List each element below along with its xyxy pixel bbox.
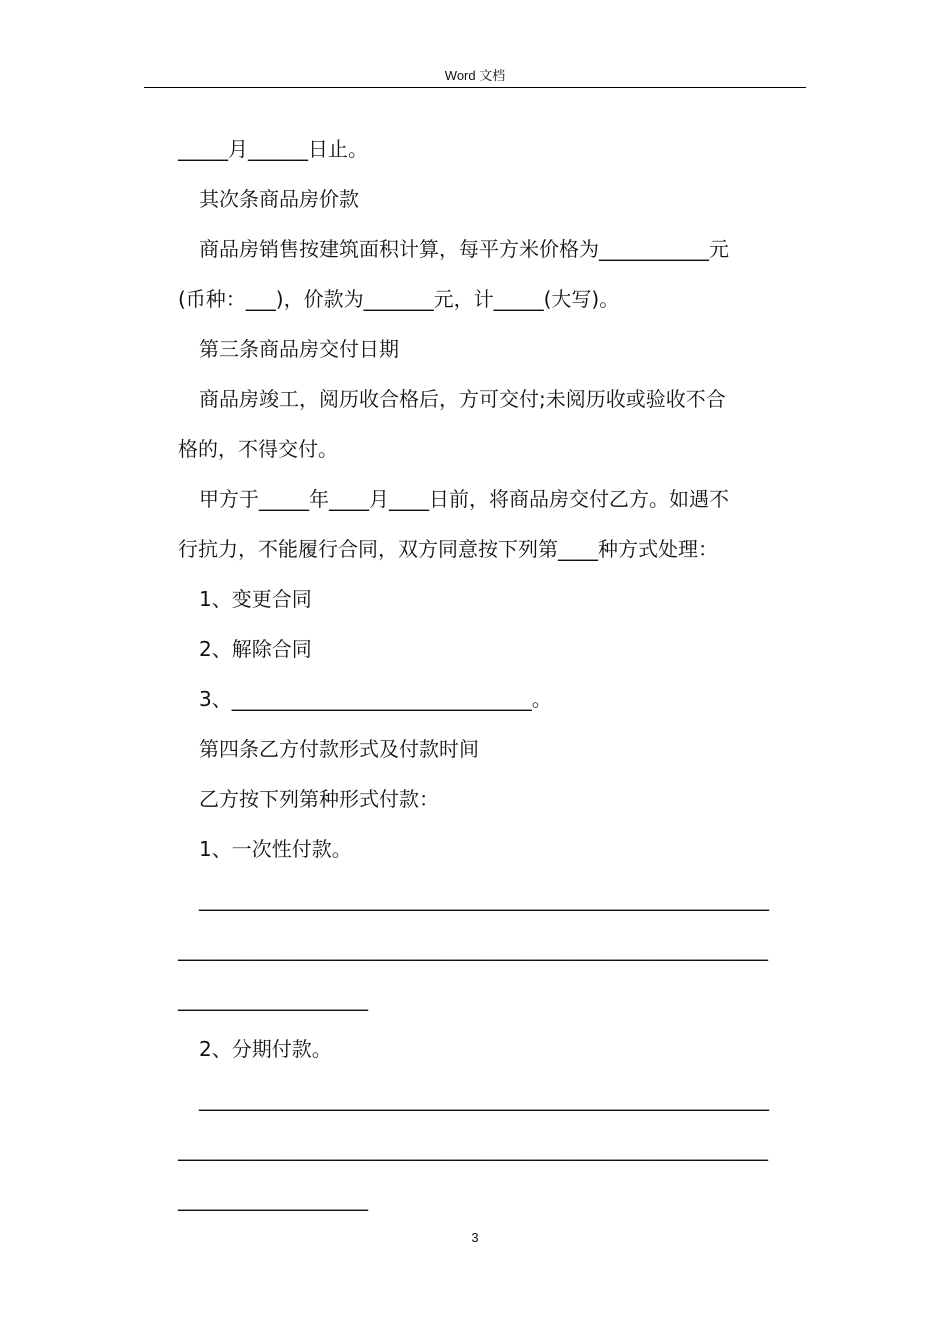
blank-line: ___________________ [178,1187,368,1211]
list-item: 2、解除合同 [199,637,312,661]
text-line: 行抗力，不能履行合同，双方同意按下列第____种方式处理： [178,537,718,561]
text-line: 商品房竣工，阅历收合格后，方可交付;未阅历收或验收不合 [199,387,726,411]
blank-line: ___________________________________________________________ [178,937,768,961]
section-heading: 第四条乙方付款形式及付款时间 [199,737,479,761]
blank-line: ___________________ [178,987,368,1011]
list-item: 2、分期付款。 [199,1037,332,1061]
blank-line: _________________________________________________________ [199,1087,769,1111]
text-line: 商品房销售按建筑面积计算，每平方米价格为___________元 [199,237,729,261]
page-header: Word 文档 [444,68,506,83]
section-heading: 第三条商品房交付日期 [199,337,399,361]
blank-line: ___________________________________________________________ [178,1137,768,1161]
blank-line: _________________________________________________________ [199,887,769,911]
text-line: 乙方按下列第种形式付款： [199,787,439,811]
list-item: 1、变更合同 [199,587,312,611]
section-heading: 其次条商品房价款 [199,187,359,211]
text-line: 格的，不得交付。 [178,437,338,461]
header-divider [144,87,806,88]
text-line: _____月______日止。 [178,137,368,161]
text-line: 甲方于_____年____月____日前，将商品房交付乙方。如遇不 [199,487,729,511]
page-number: 3 [471,1230,479,1245]
text-line: (币种：___)，价款为_______元，计_____(大写)。 [178,287,620,311]
list-item: 1、一次性付款。 [199,837,352,861]
list-item: 3、______________________________。 [199,687,552,711]
